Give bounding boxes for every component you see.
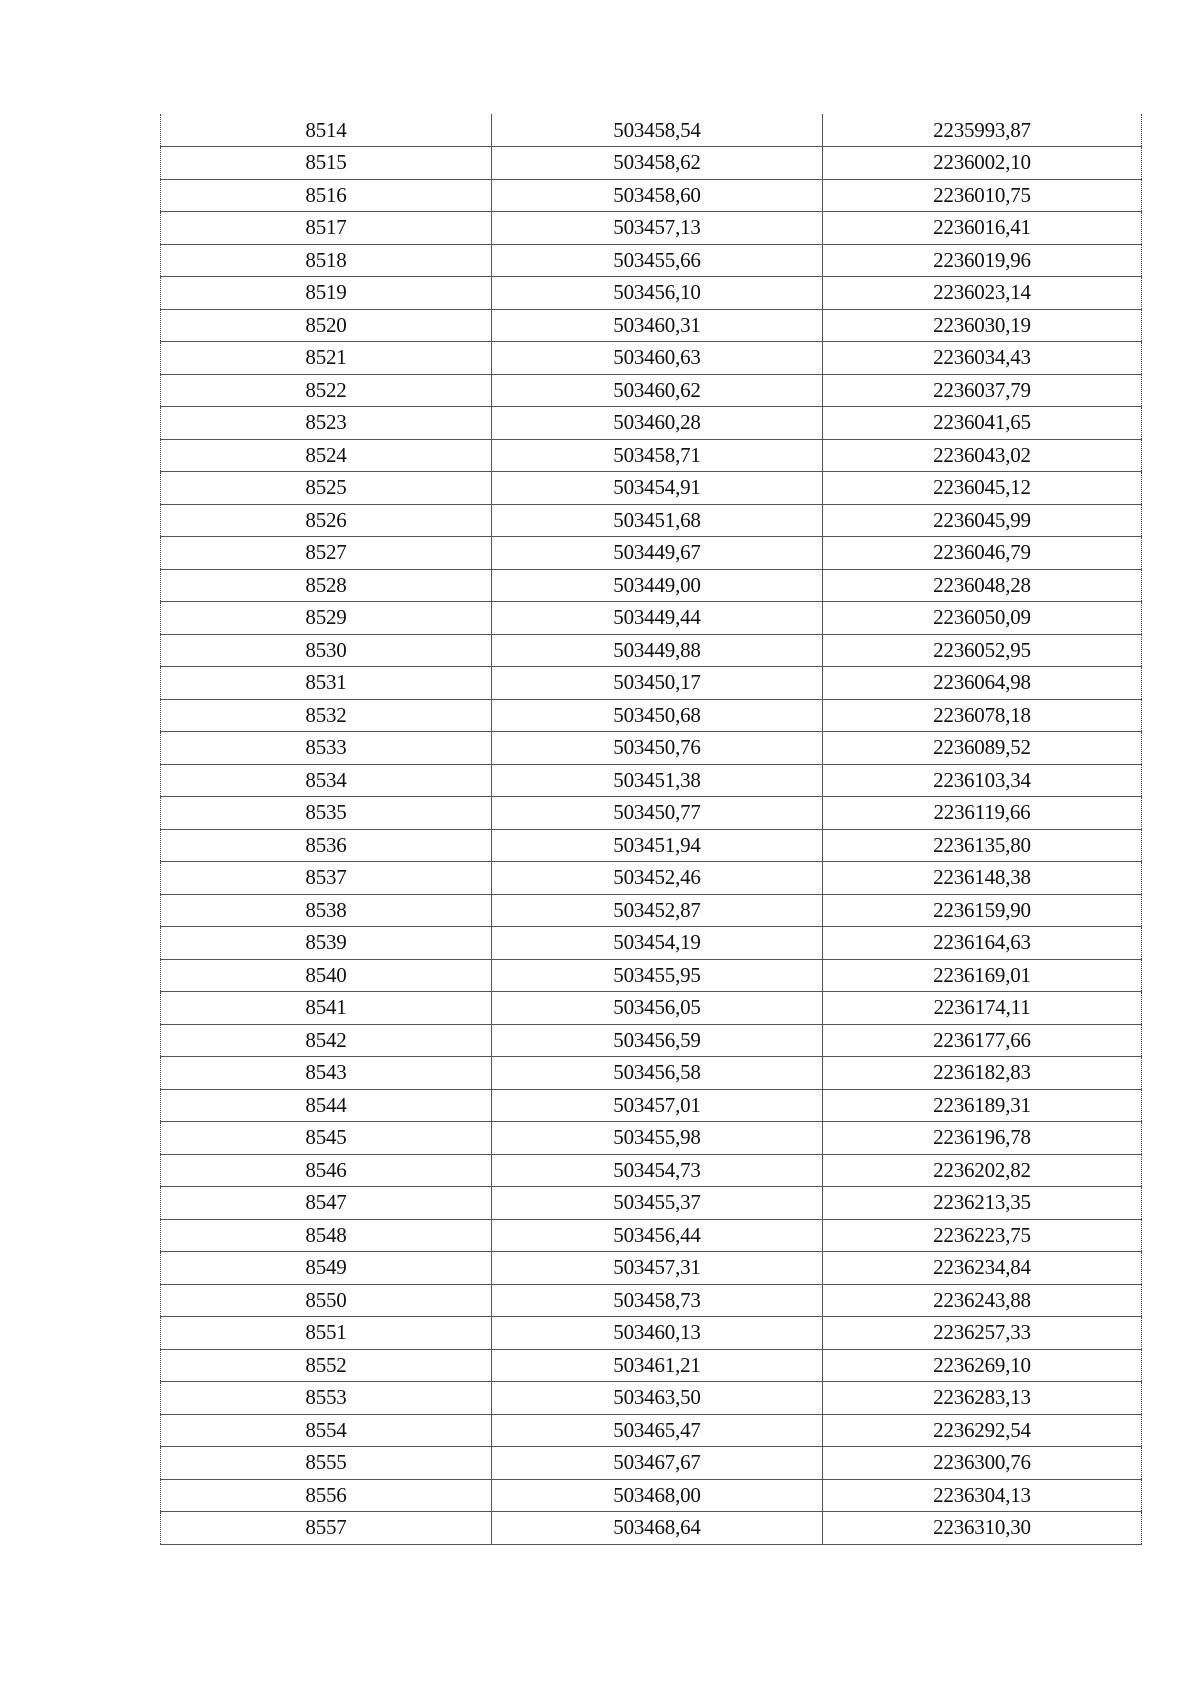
table-row — [161, 1512, 1142, 1545]
table-row — [161, 537, 1142, 570]
point-number-cell: 8534 — [161, 764, 492, 797]
table-row — [161, 439, 1142, 472]
x-coordinate-cell: 503450,17 — [492, 667, 823, 700]
y-coordinate-cell: 2236002,10 — [823, 147, 1142, 180]
point-number-cell: 8529 — [161, 602, 492, 635]
x-coordinate-cell: 503454,91 — [492, 472, 823, 505]
table-row — [161, 992, 1142, 1025]
x-coordinate-cell: 503468,00 — [492, 1479, 823, 1512]
table-row — [161, 1187, 1142, 1220]
x-coordinate-cell: 503460,62 — [492, 374, 823, 407]
point-number-cell: 8552 — [161, 1349, 492, 1382]
point-number-cell: 8553 — [161, 1382, 492, 1415]
point-number-cell: 8525 — [161, 472, 492, 505]
point-number-cell: 8542 — [161, 1024, 492, 1057]
point-number-cell: 8555 — [161, 1447, 492, 1480]
y-coordinate-cell: 2236283,13 — [823, 1382, 1142, 1415]
point-number-cell: 8532 — [161, 699, 492, 732]
y-coordinate-cell: 2236269,10 — [823, 1349, 1142, 1382]
point-number-cell: 8527 — [161, 537, 492, 570]
y-coordinate-cell: 2236050,09 — [823, 602, 1142, 635]
x-coordinate-cell: 503456,44 — [492, 1219, 823, 1252]
point-number-cell: 8518 — [161, 244, 492, 277]
table-row — [161, 829, 1142, 862]
table-row — [161, 862, 1142, 895]
point-number-cell: 8522 — [161, 374, 492, 407]
x-coordinate-cell: 503449,44 — [492, 602, 823, 635]
y-coordinate-cell: 2236300,76 — [823, 1447, 1142, 1480]
x-coordinate-cell: 503465,47 — [492, 1414, 823, 1447]
point-number-cell: 8543 — [161, 1057, 492, 1090]
point-number-cell: 8549 — [161, 1252, 492, 1285]
y-coordinate-cell: 2236202,82 — [823, 1154, 1142, 1187]
x-coordinate-cell: 503458,73 — [492, 1284, 823, 1317]
x-coordinate-cell: 503468,64 — [492, 1512, 823, 1545]
x-coordinate-cell: 503458,54 — [492, 114, 823, 147]
x-coordinate-cell: 503450,76 — [492, 732, 823, 765]
table-row — [161, 1382, 1142, 1415]
table-row — [161, 1317, 1142, 1350]
point-number-cell: 8530 — [161, 634, 492, 667]
x-coordinate-cell: 503454,73 — [492, 1154, 823, 1187]
y-coordinate-cell: 2236048,28 — [823, 569, 1142, 602]
x-coordinate-cell: 503449,67 — [492, 537, 823, 570]
point-number-cell: 8533 — [161, 732, 492, 765]
table-row — [161, 374, 1142, 407]
point-number-cell: 8539 — [161, 927, 492, 960]
point-number-cell: 8521 — [161, 342, 492, 375]
x-coordinate-cell: 503460,13 — [492, 1317, 823, 1350]
table-row — [161, 472, 1142, 505]
point-number-cell: 8535 — [161, 797, 492, 830]
y-coordinate-cell: 2236037,79 — [823, 374, 1142, 407]
point-number-cell: 8537 — [161, 862, 492, 895]
x-coordinate-cell: 503460,31 — [492, 309, 823, 342]
y-coordinate-cell: 2236103,34 — [823, 764, 1142, 797]
table-row — [161, 504, 1142, 537]
x-coordinate-cell: 503450,68 — [492, 699, 823, 732]
y-coordinate-cell: 2236089,52 — [823, 732, 1142, 765]
x-coordinate-cell: 503455,66 — [492, 244, 823, 277]
y-coordinate-cell: 2236023,14 — [823, 277, 1142, 310]
x-coordinate-cell: 503458,62 — [492, 147, 823, 180]
x-coordinate-cell: 503451,38 — [492, 764, 823, 797]
x-coordinate-cell: 503455,95 — [492, 959, 823, 992]
x-coordinate-cell: 503458,71 — [492, 439, 823, 472]
x-coordinate-cell: 503451,68 — [492, 504, 823, 537]
y-coordinate-cell: 2236041,65 — [823, 407, 1142, 440]
point-number-cell: 8524 — [161, 439, 492, 472]
y-coordinate-cell: 2236135,80 — [823, 829, 1142, 862]
y-coordinate-cell: 2236304,13 — [823, 1479, 1142, 1512]
x-coordinate-cell: 503452,46 — [492, 862, 823, 895]
x-coordinate-cell: 503449,00 — [492, 569, 823, 602]
y-coordinate-cell: 2236030,19 — [823, 309, 1142, 342]
x-coordinate-cell: 503456,59 — [492, 1024, 823, 1057]
table-row — [161, 732, 1142, 765]
y-coordinate-cell: 2236148,38 — [823, 862, 1142, 895]
table-row — [161, 179, 1142, 212]
table-row — [161, 342, 1142, 375]
table-row — [161, 1349, 1142, 1382]
y-coordinate-cell: 2236177,66 — [823, 1024, 1142, 1057]
point-number-cell: 8557 — [161, 1512, 492, 1545]
x-coordinate-cell: 503467,67 — [492, 1447, 823, 1480]
x-coordinate-cell: 503452,87 — [492, 894, 823, 927]
y-coordinate-cell: 2236257,33 — [823, 1317, 1142, 1350]
y-coordinate-cell: 2236052,95 — [823, 634, 1142, 667]
point-number-cell: 8547 — [161, 1187, 492, 1220]
y-coordinate-cell: 2236164,63 — [823, 927, 1142, 960]
y-coordinate-cell: 2235993,87 — [823, 114, 1142, 147]
point-number-cell: 8545 — [161, 1122, 492, 1155]
table-row — [161, 309, 1142, 342]
coordinates-table-body — [161, 114, 1142, 1544]
x-coordinate-cell: 503456,05 — [492, 992, 823, 1025]
x-coordinate-cell: 503455,98 — [492, 1122, 823, 1155]
y-coordinate-cell: 2236046,79 — [823, 537, 1142, 570]
table-row — [161, 764, 1142, 797]
x-coordinate-cell: 503460,63 — [492, 342, 823, 375]
table-row — [161, 114, 1142, 147]
table-row — [161, 1089, 1142, 1122]
point-number-cell: 8519 — [161, 277, 492, 310]
table-row — [161, 1479, 1142, 1512]
y-coordinate-cell: 2236119,66 — [823, 797, 1142, 830]
point-number-cell: 8526 — [161, 504, 492, 537]
point-number-cell: 8556 — [161, 1479, 492, 1512]
y-coordinate-cell: 2236078,18 — [823, 699, 1142, 732]
table-row — [161, 1284, 1142, 1317]
table-row — [161, 699, 1142, 732]
table-row — [161, 602, 1142, 635]
table-row — [161, 1219, 1142, 1252]
table-row — [161, 959, 1142, 992]
table-row — [161, 667, 1142, 700]
x-coordinate-cell: 503461,21 — [492, 1349, 823, 1382]
point-number-cell: 8540 — [161, 959, 492, 992]
point-number-cell: 8531 — [161, 667, 492, 700]
y-coordinate-cell: 2236045,12 — [823, 472, 1142, 505]
x-coordinate-cell: 503457,31 — [492, 1252, 823, 1285]
y-coordinate-cell: 2236292,54 — [823, 1414, 1142, 1447]
y-coordinate-cell: 2236159,90 — [823, 894, 1142, 927]
y-coordinate-cell: 2236045,99 — [823, 504, 1142, 537]
point-number-cell: 8546 — [161, 1154, 492, 1187]
x-coordinate-cell: 503450,77 — [492, 797, 823, 830]
x-coordinate-cell: 503460,28 — [492, 407, 823, 440]
table-row — [161, 1154, 1142, 1187]
y-coordinate-cell: 2236016,41 — [823, 212, 1142, 245]
point-number-cell: 8548 — [161, 1219, 492, 1252]
table-row — [161, 1122, 1142, 1155]
y-coordinate-cell: 2236010,75 — [823, 179, 1142, 212]
table-row — [161, 1057, 1142, 1090]
y-coordinate-cell: 2236019,96 — [823, 244, 1142, 277]
y-coordinate-cell: 2236169,01 — [823, 959, 1142, 992]
table-row — [161, 1447, 1142, 1480]
x-coordinate-cell: 503456,58 — [492, 1057, 823, 1090]
table-row — [161, 244, 1142, 277]
x-coordinate-cell: 503463,50 — [492, 1382, 823, 1415]
x-coordinate-cell: 503455,37 — [492, 1187, 823, 1220]
point-number-cell: 8528 — [161, 569, 492, 602]
table-row — [161, 212, 1142, 245]
coordinates-table — [160, 114, 1142, 1545]
y-coordinate-cell: 2236213,35 — [823, 1187, 1142, 1220]
table-row — [161, 927, 1142, 960]
y-coordinate-cell: 2236196,78 — [823, 1122, 1142, 1155]
x-coordinate-cell: 503454,19 — [492, 927, 823, 960]
point-number-cell: 8551 — [161, 1317, 492, 1350]
point-number-cell: 8517 — [161, 212, 492, 245]
point-number-cell: 8538 — [161, 894, 492, 927]
point-number-cell: 8515 — [161, 147, 492, 180]
table-row — [161, 277, 1142, 310]
y-coordinate-cell: 2236043,02 — [823, 439, 1142, 472]
table-row — [161, 1252, 1142, 1285]
x-coordinate-cell: 503457,13 — [492, 212, 823, 245]
table-row — [161, 147, 1142, 180]
point-number-cell: 8554 — [161, 1414, 492, 1447]
y-coordinate-cell: 2236310,30 — [823, 1512, 1142, 1545]
y-coordinate-cell: 2236189,31 — [823, 1089, 1142, 1122]
x-coordinate-cell: 503457,01 — [492, 1089, 823, 1122]
y-coordinate-cell: 2236223,75 — [823, 1219, 1142, 1252]
x-coordinate-cell: 503449,88 — [492, 634, 823, 667]
y-coordinate-cell: 2236243,88 — [823, 1284, 1142, 1317]
x-coordinate-cell: 503458,60 — [492, 179, 823, 212]
table-row — [161, 1024, 1142, 1057]
point-number-cell: 8550 — [161, 1284, 492, 1317]
y-coordinate-cell: 2236064,98 — [823, 667, 1142, 700]
point-number-cell: 8523 — [161, 407, 492, 440]
table-row — [161, 894, 1142, 927]
y-coordinate-cell: 2236182,83 — [823, 1057, 1142, 1090]
x-coordinate-cell: 503451,94 — [492, 829, 823, 862]
y-coordinate-cell: 2236234,84 — [823, 1252, 1142, 1285]
point-number-cell: 8536 — [161, 829, 492, 862]
table-row — [161, 407, 1142, 440]
point-number-cell: 8520 — [161, 309, 492, 342]
x-coordinate-cell: 503456,10 — [492, 277, 823, 310]
table-row — [161, 797, 1142, 830]
table-row — [161, 634, 1142, 667]
y-coordinate-cell: 2236174,11 — [823, 992, 1142, 1025]
point-number-cell: 8516 — [161, 179, 492, 212]
table-row — [161, 1414, 1142, 1447]
point-number-cell: 8541 — [161, 992, 492, 1025]
table-row — [161, 569, 1142, 602]
point-number-cell: 8514 — [161, 114, 492, 147]
point-number-cell: 8544 — [161, 1089, 492, 1122]
y-coordinate-cell: 2236034,43 — [823, 342, 1142, 375]
